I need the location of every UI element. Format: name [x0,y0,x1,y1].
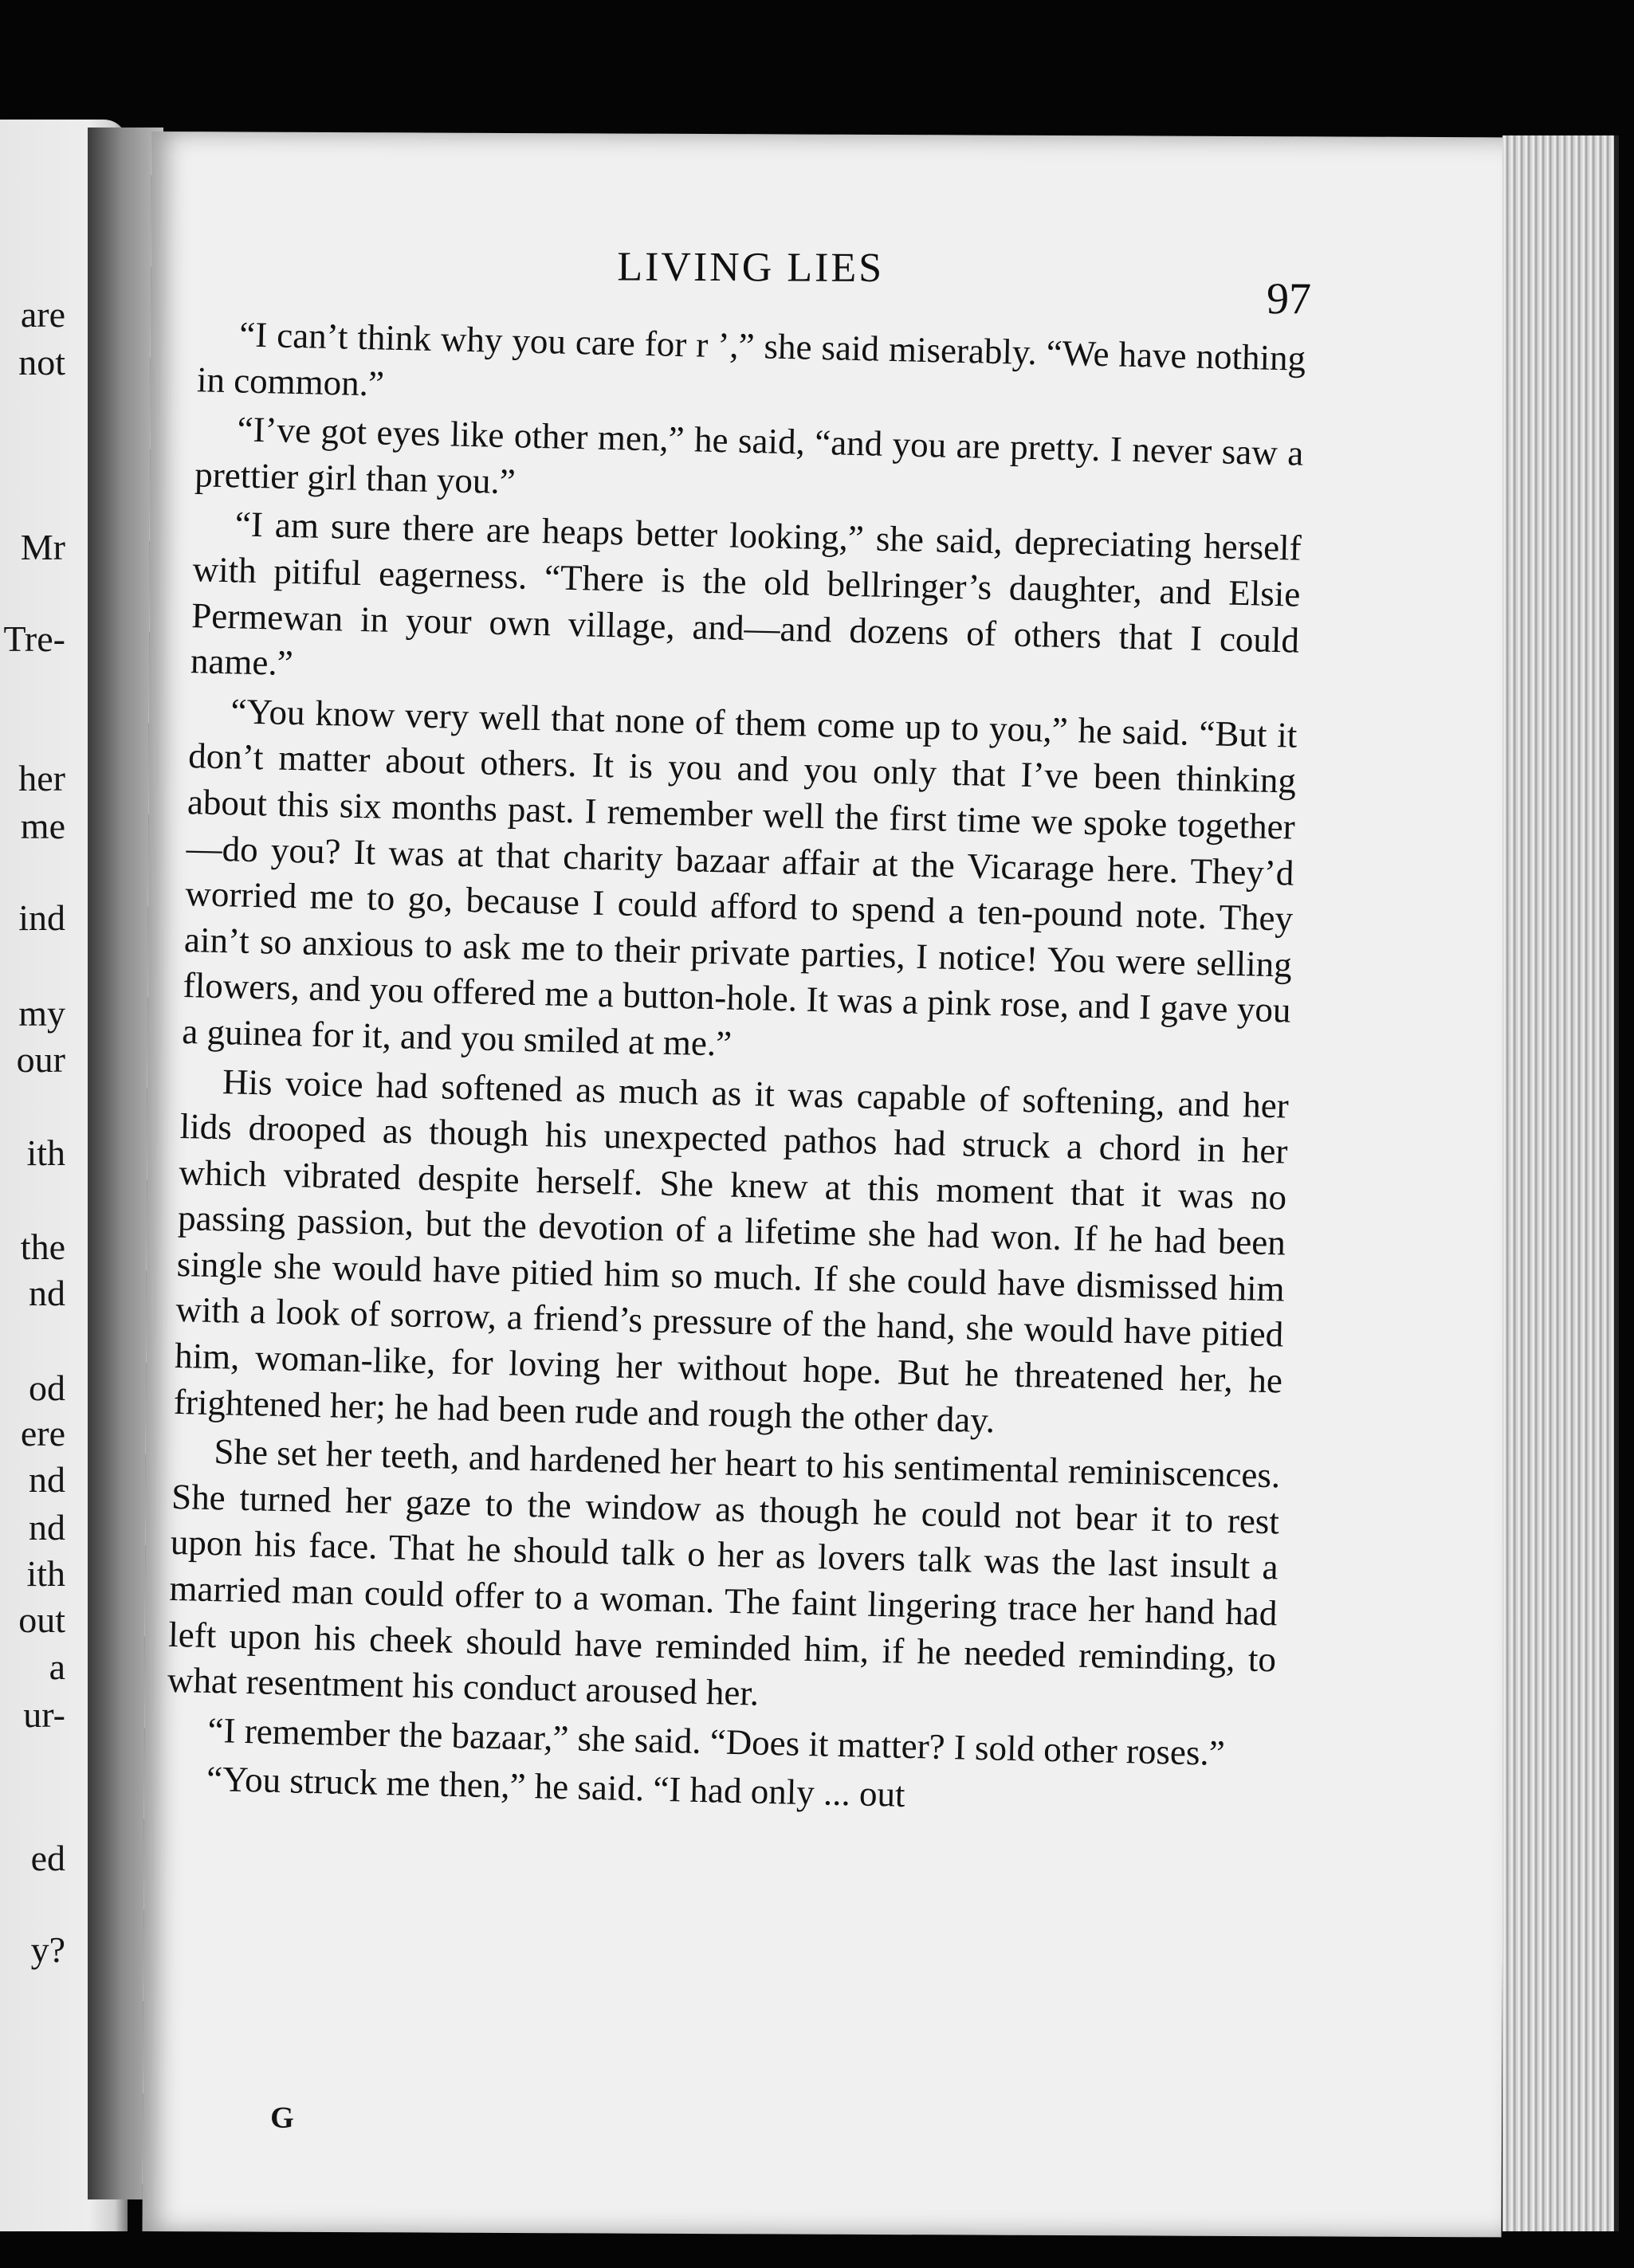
signature-mark: G [270,2101,294,2135]
paragraph: “I am sure there are heaps better looking,” she said, depreciating herself with pitiful eagerness. “There is the old bellringer’s daughter, and Elsie Permewan in your own village, and—and dozens of others that I could name.” [190,504,1302,684]
facing-page-fragment: ed [30,1838,65,1878]
facing-page-fragment: nd [29,1273,65,1313]
page-edges [1502,135,1619,2231]
facing-page-fragment: our [16,1039,65,1080]
paragraph: “You struck me then,” he said. “I had only ... out [206,1759,906,1815]
facing-page-fragment: nd [29,1459,65,1500]
facing-page-fragment: Tre- [3,618,65,659]
page-number: 97 [1266,274,1312,324]
paragraph: “I remember the bazaar,” she said. “Does it matter? I sold other roses.” [207,1709,1226,1773]
facing-page-fragment: od [29,1367,65,1408]
facing-page-fragment: my [18,993,65,1034]
facing-page-fragment: me [20,806,65,846]
facing-page-fragment: ere [20,1413,65,1454]
facing-page-fragment: her [18,758,65,799]
facing-page-fragment: ur- [23,1694,65,1735]
facing-page-fragment: not [18,342,65,383]
paragraph: “You know very well that none of them come up to you,” he said. “But it don’t matter about others. It is you and you only that I’ve been thinking about this six months past. I remember well the first time we spoke together—do you? It was at that charity bazaar affair at the Vicarage here. They’d worried me to go, because I could afford to spend a ten-pound note. They ain’t so anxious to ask me to their private parties, I notice! You were selling flowers, and you offered me a button-hole. It was a pink rose, and I gave you a guinea for it, and you smiled at me.” [181,691,1298,1064]
facing-page-fragment: are [20,294,65,335]
paragraph: “I can’t think why you care for r ’,” she said miserably. “We have nothing in common.” [196,314,1306,404]
facing-page-fragment: y? [30,1929,65,1970]
facing-page-fragment: out [18,1599,65,1640]
paragraph: His voice had softened as much as it was capable of softening, and her lids drooped as though his unexpected pathos had struck a chord in her which vibrated despite herself. She knew at this moment that it was no passing passion, but the devotion of a lifetime she had won. If he had been single she would have pitied him so much. If she could have dismissed him with a look of sorrow, a friend’s pressure of the hand, she would have pitied him, woman-like, for loving her without hope. But he threatened her, he frightened her; he had been rude and rough the other day. [173,1061,1290,1440]
facing-page-fragment: ith [26,1553,65,1594]
book-page [143,131,1510,2237]
facing-page-fragment: Mr [20,527,65,567]
facing-page-fragment: a [49,1646,65,1687]
facing-page-fragment: nd [29,1507,65,1548]
paragraph: “I’ve got eyes like other men,” he said, “and you are pretty. I never saw a prettier girl than you.” [194,409,1304,502]
facing-page-fragment: ind [18,897,65,938]
facing-page-fragment: ith [26,1132,65,1173]
paragraph: She set her teeth, and hardened her heart to his sentimental reminiscences. She turned her gaze to the window as though he could not bear it to rest upon his face. That he should talk o her as lovers talk was the last insult a married man could offer to a woman. The faint lingering trace her hand had left upon his cheek should have reminded him, if he needed reminding, to what resentment his conduct aroused her. [167,1431,1281,1713]
facing-page-fragment: the [20,1226,65,1267]
body-text [164,311,1306,1830]
running-head: LIVING LIES [617,244,885,292]
